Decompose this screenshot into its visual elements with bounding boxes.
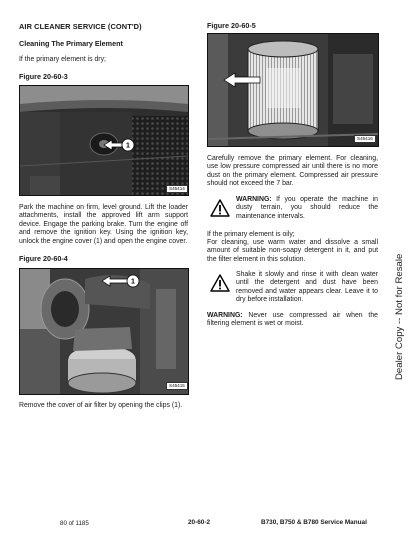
- warning-triangle-icon: [210, 274, 230, 292]
- page-count: 80 of 1185: [60, 520, 89, 527]
- dealer-copy-watermark: Dealer Copy -- Not for Resale: [394, 253, 405, 380]
- figure-3-photo: [19, 85, 189, 196]
- warning-1-text: If you operate the machine in dusty terrain, you should reduce the maintenance intervals.: [236, 196, 378, 220]
- oily-condition-text: If the primary element is oily;: [207, 231, 295, 238]
- remove-element-paragraph: Carefully remove the primary element. For cleaning, use low pressure compressed air until there is no more dust on the primary element. Compressed air pressure should not exceed the 7 bar.: [207, 155, 378, 188]
- figure-3-code: S45414: [166, 185, 188, 193]
- warning-2: [207, 312, 378, 329]
- subsection-title: Cleaning The Primary Element: [19, 39, 123, 48]
- oily-paragraph: For cleaning, use warm water and dissolve a small amount of suitable non-soapy detergent in it, and put the filter element in this solution.: [207, 239, 378, 263]
- figure-4-code: S45415: [166, 382, 188, 390]
- warning-1: [236, 196, 378, 221]
- figure-5-code: S45416: [354, 135, 376, 143]
- figure-4-caption: Figure 20-60-4: [19, 254, 68, 263]
- page-number: 20-60-2: [188, 519, 211, 526]
- figure-4-photo: [19, 268, 189, 395]
- figure-5-photo: [207, 33, 379, 147]
- warning-triangle-icon: [210, 199, 230, 217]
- condition-dry-text: If the primary element is dry;: [19, 56, 106, 63]
- section-title: AIR CLEANER SERVICE (CONT'D): [19, 22, 142, 31]
- figure-4-callout: 1: [131, 278, 135, 286]
- park-paragraph: Park the machine on firm, level ground. Lift the loader attachments, install the approved lift arm support device. Engage the parking brake. Turn the engine off and remove the ignition key. Using the ignition key, unlock the engine cover (1) and open the engine cover.: [19, 204, 188, 245]
- manual-title: B730, B750 & B780 Service Manual: [261, 519, 367, 526]
- shake-rinse-text: Shake it slowly and rinse it with clean water until the detergent and dust have been removed and water appears clear. Leave it to dry before installation.: [236, 271, 378, 304]
- warning-1-label: WARNING:: [236, 196, 272, 203]
- warning-2-text: Never use compressed air when the filtering element is wet or moist.: [207, 312, 378, 328]
- figure-3-caption: Figure 20-60-3: [19, 72, 68, 81]
- direction-arrow-icon: [223, 72, 261, 88]
- callout-arrow-icon: [100, 272, 140, 290]
- figure-5-caption: Figure 20-60-5: [207, 21, 256, 30]
- figure-3-callout: 1: [126, 142, 130, 150]
- remove-cover-text: Remove the cover of air filter by opening the clips (1).: [19, 402, 183, 409]
- callout-arrow-icon: [102, 136, 136, 154]
- warning-2-label: WARNING:: [207, 312, 243, 319]
